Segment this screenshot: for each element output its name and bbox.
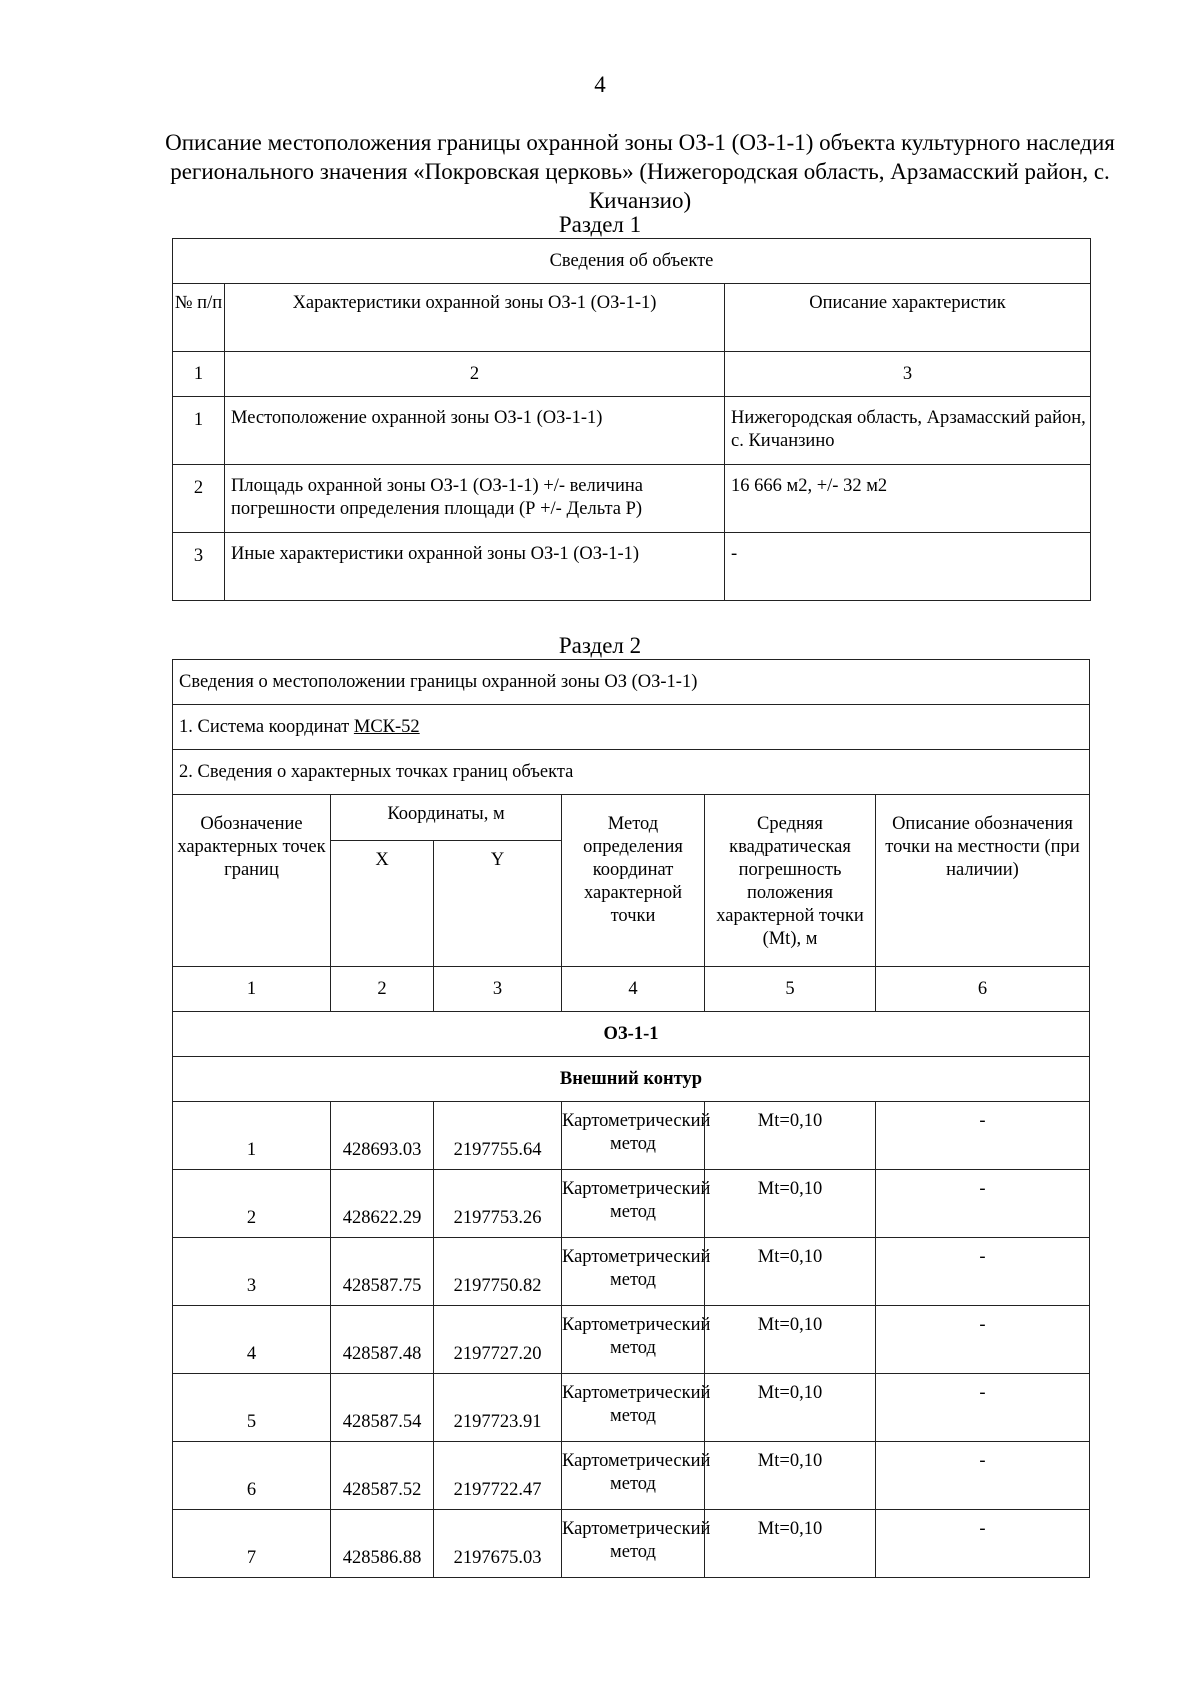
point-error: Mt=0,10 xyxy=(705,1442,876,1510)
contour-label: Внешний контур xyxy=(173,1057,1090,1102)
point-error: Mt=0,10 xyxy=(705,1170,876,1238)
characteristic-value: 16 666 м2, +/- 32 м2 xyxy=(725,465,1091,533)
col-header-point: Обозначение характерных точек границ xyxy=(173,795,331,967)
col-header-y: Y xyxy=(434,841,562,967)
col-number: 4 xyxy=(562,967,705,1012)
coordinate-system-label: 1. Система координат xyxy=(179,716,350,737)
col-header-number: № п/п xyxy=(173,284,225,352)
col-header-x: X xyxy=(331,841,434,967)
boundary-caption: Сведения о местоположении границы охранной зоны ОЗ (ОЗ-1-1) xyxy=(173,660,1090,705)
col-header-characteristic: Характеристики охранной зоны ОЗ-1 (ОЗ-1-1) xyxy=(225,284,725,352)
point-id: 2 xyxy=(173,1170,331,1238)
point-y: 2197753.26 xyxy=(434,1170,562,1238)
characteristic-value: - xyxy=(725,533,1091,601)
col-header-point-description: Описание обозначения точки на местности (при наличии) xyxy=(876,795,1090,967)
point-method: Картометрический метод xyxy=(562,1442,705,1510)
point-id: 6 xyxy=(173,1442,331,1510)
col-number: 6 xyxy=(876,967,1090,1012)
section-2-heading: Раздел 2 xyxy=(558,633,642,658)
object-info-table xyxy=(172,238,1091,601)
row-number: 3 xyxy=(173,533,225,601)
point-error: Mt=0,10 xyxy=(705,1510,876,1578)
point-description: - xyxy=(876,1306,1090,1374)
table-row xyxy=(173,1238,1090,1306)
col-number: 2 xyxy=(331,967,434,1012)
col-number: 5 xyxy=(705,967,876,1012)
col-number: 3 xyxy=(725,352,1091,397)
point-method: Картометрический метод xyxy=(562,1170,705,1238)
object-info-caption: Сведения об объекте xyxy=(173,239,1091,284)
point-y: 2197722.47 xyxy=(434,1442,562,1510)
points-caption: 2. Сведения о характерных точках границ объекта xyxy=(173,750,1090,795)
table-row xyxy=(173,1510,1090,1578)
point-y: 2197755.64 xyxy=(434,1102,562,1170)
point-id: 3 xyxy=(173,1238,331,1306)
col-header-error: Средняя квадратическая погрешность положения характерной точки (Mt), м xyxy=(705,795,876,967)
point-id: 1 xyxy=(173,1102,331,1170)
point-y: 2197727.20 xyxy=(434,1306,562,1374)
point-id: 5 xyxy=(173,1374,331,1442)
point-x: 428587.48 xyxy=(331,1306,434,1374)
point-x: 428587.54 xyxy=(331,1374,434,1442)
point-description: - xyxy=(876,1510,1090,1578)
table-row xyxy=(173,465,1091,533)
table-row xyxy=(173,533,1091,601)
page-number: 4 xyxy=(594,72,606,97)
row-number: 1 xyxy=(173,397,225,465)
point-description: - xyxy=(876,1238,1090,1306)
zone-label: ОЗ-1-1 xyxy=(173,1012,1090,1057)
col-header-method: Метод определения координат характерной точки xyxy=(562,795,705,967)
boundary-points-table xyxy=(172,659,1090,1578)
characteristic-name: Местоположение охранной зоны ОЗ-1 (ОЗ-1-1) xyxy=(225,397,725,465)
point-method: Картометрический метод xyxy=(562,1374,705,1442)
point-method: Картометрический метод xyxy=(562,1102,705,1170)
point-x: 428587.52 xyxy=(331,1442,434,1510)
point-error: Mt=0,10 xyxy=(705,1102,876,1170)
row-number: 2 xyxy=(173,465,225,533)
point-id: 7 xyxy=(173,1510,331,1578)
table-row xyxy=(173,1442,1090,1510)
table-row xyxy=(173,397,1091,465)
point-y: 2197675.03 xyxy=(434,1510,562,1578)
point-y: 2197750.82 xyxy=(434,1238,562,1306)
col-number: 3 xyxy=(434,967,562,1012)
col-header-description: Описание характеристик xyxy=(725,284,1091,352)
table-row xyxy=(173,1170,1090,1238)
coordinate-system-value: МСК-52 xyxy=(353,716,420,737)
point-x: 428586.88 xyxy=(331,1510,434,1578)
table-row xyxy=(173,1306,1090,1374)
point-description: - xyxy=(876,1374,1090,1442)
point-description: - xyxy=(876,1442,1090,1510)
col-number: 1 xyxy=(173,352,225,397)
section-1-heading: Раздел 1 xyxy=(558,212,642,237)
point-method: Картометрический метод xyxy=(562,1306,705,1374)
point-error: Mt=0,10 xyxy=(705,1306,876,1374)
point-error: Mt=0,10 xyxy=(705,1238,876,1306)
point-x: 428587.75 xyxy=(331,1238,434,1306)
point-y: 2197723.91 xyxy=(434,1374,562,1442)
characteristic-value: Нижегородская область, Арзамасский район, с. Кичанзино xyxy=(725,397,1091,465)
point-id: 4 xyxy=(173,1306,331,1374)
table-row xyxy=(173,1102,1090,1170)
characteristic-name: Иные характеристики охранной зоны ОЗ-1 (ОЗ-1-1) xyxy=(225,533,725,601)
point-method: Картометрический метод xyxy=(562,1510,705,1578)
document-title: Описание местоположения границы охранной зоны ОЗ-1 (ОЗ-1-1) объекта культурного наследия регионального значения «Покровская церковь» (Нижегородская область, Арзамасский район, с. Кичанзио) xyxy=(165,130,1115,213)
point-error: Mt=0,10 xyxy=(705,1374,876,1442)
col-number: 2 xyxy=(225,352,725,397)
point-x: 428622.29 xyxy=(331,1170,434,1238)
point-description: - xyxy=(876,1102,1090,1170)
point-description: - xyxy=(876,1170,1090,1238)
point-x: 428693.03 xyxy=(331,1102,434,1170)
point-method: Картометрический метод xyxy=(562,1238,705,1306)
col-header-coordinates: Координаты, м xyxy=(331,795,562,841)
characteristic-name: Площадь охранной зоны ОЗ-1 (ОЗ-1-1) +/- величина погрешности определения площади (Р +/- Дельта Р) xyxy=(225,465,725,533)
col-number: 1 xyxy=(173,967,331,1012)
coordinate-system xyxy=(173,705,1090,750)
table-row xyxy=(173,1374,1090,1442)
